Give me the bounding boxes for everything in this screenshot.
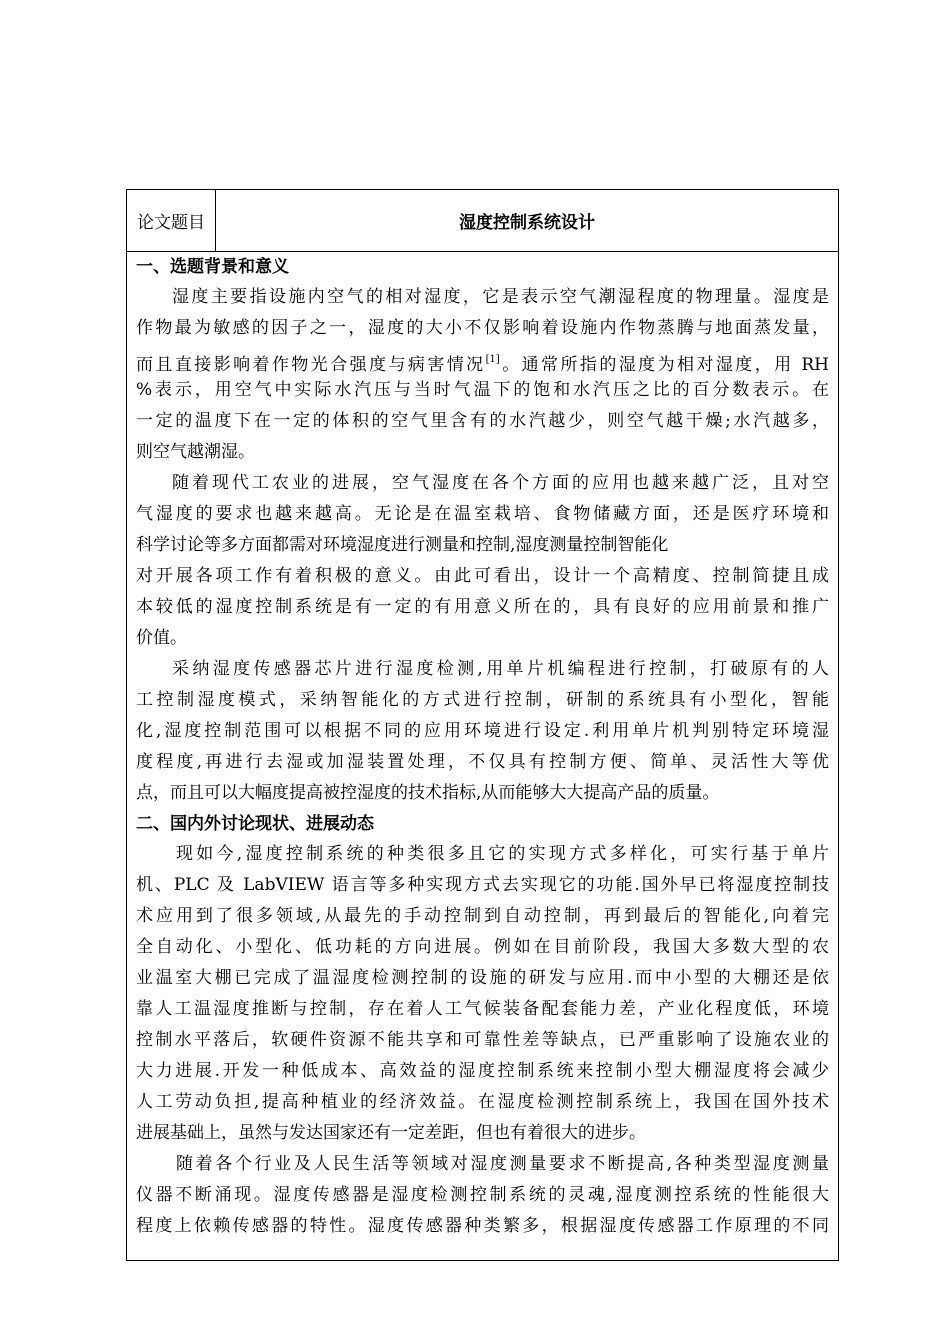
section-heading-background: 一、选题背景和意义 (136, 257, 289, 277)
paragraph (136, 1149, 829, 1242)
text-line: 人工劳动负担,提高种植业的经济效益。在湿度检测控制系统上，我国在国外技术 (136, 1092, 829, 1112)
text-line: 一定的温度下在一定的体积的空气里含有的水汽越少，则空气越干燥;水汽越多， (136, 411, 829, 431)
text-line (136, 344, 829, 375)
text-line: 度程度,再进行去湿或加湿装置处理，不仅具有控制方便、简单、灵活性大等优 (136, 752, 829, 772)
text-line: 本较低的湿度控制系统是有一定的有用意义所在的，具有良好的应用前景和推广 (136, 597, 829, 617)
text-fragment: 而且直接影响着作物光合强度与病害情况 (136, 355, 486, 375)
text-line: 大力进展.开发一种低成本、高效益的湿度控制系统来控制小型大棚湿度将会减少 (136, 1061, 829, 1081)
text-line: 进展基础上，虽然与发达国家还有一定差距，但也有着很大的进步。 (136, 1123, 646, 1143)
text-line: 程度上依赖传感器的特性。湿度传感器种类繁多，根据湿度传感器工作原理的不同 (136, 1216, 829, 1236)
paragraph (136, 468, 829, 654)
text-line: 化,湿度控制范围可以根据不同的应用环境进行设定.利用单片机判别特定环境湿 (136, 721, 829, 741)
text-line: 价值。 (136, 628, 187, 648)
text-line: 控制水平落后，软硬件资源不能共享和可靠性差等缺点，已严重影响了设施农业的 (136, 1030, 829, 1050)
text-line: 工控制湿度模式，采纳智能化的方式进行控制，研制的系统具有小型化，智能 (136, 690, 829, 710)
thesis-title: 湿度控制系统设计 (459, 213, 595, 233)
text-line: 采纳湿度传感器芯片进行湿度检测,用单片机编程进行控制，打破原有的人 (172, 659, 829, 679)
text-fragment: 。通常所指的湿度为相对湿度，用 RH (499, 355, 829, 375)
title-row (127, 190, 838, 252)
text-line: 业温室大棚已完成了温湿度检测控制的设施的研发与应用.而中小型的大棚还是依 (136, 968, 829, 988)
title-label: 论文题目 (127, 190, 216, 251)
text-line: 现如今,湿度控制系统的种类很多且它的实现方式多样化，可实行基于单片 (176, 844, 829, 864)
text-line: 随着现代工农业的进展，空气湿度在各个方面的应用也越来越广泛，且对空 (172, 473, 829, 493)
text-line: 全自动化、小型化、低功耗的方向进展。例如在目前阶段，我国大多数大型的农 (136, 937, 829, 957)
citation-marker: [1] (485, 354, 500, 365)
text-line: 点，而且可以大幅度提高被控湿度的技术指标,从而能够大大提高产品的质量。 (136, 783, 720, 803)
text-line: 气湿度的要求也越来越高。无论是在温室栽培、食物储藏方面，还是医疗环境和 (136, 504, 829, 524)
section-heading-research-status: 二、国内外讨论现状、进展动态 (136, 814, 374, 834)
text-line: 随着各个行业及人民生活等领域对湿度测量要求不断提高,各种类型湿度测量 (176, 1154, 829, 1174)
paragraph (136, 839, 829, 1149)
text-line: 作物最为敏感的因子之一，湿度的大小不仅影响着设施内作物蒸腾与地面蒸发量， (136, 318, 829, 338)
proposal-body (127, 252, 838, 1242)
text-line: 湿度主要指设施内空气的相对湿度，它是表示空气潮湿程度的物理量。湿度是 (172, 287, 829, 307)
text-line: %表示，用空气中实际水汽压与当时气温下的饱和水汽压之比的百分数表示。在 (136, 380, 829, 400)
text-line: 靠人工温湿度推断与控制，存在着人工气候装备配套能力差，产业化程度低，环境 (136, 999, 829, 1019)
paragraph (136, 282, 829, 468)
text-line: 则空气越潮湿。 (136, 442, 255, 462)
text-line: 仪器不断涌现。湿度传感器是湿度检测控制系统的灵魂,湿度测控系统的性能很大 (136, 1185, 829, 1205)
text-line: 机、PLC 及 LabVIEW 语言等多种实现方式去实现它的功能.国外早已将湿度控制技 (136, 875, 829, 895)
thesis-proposal-form (126, 189, 839, 1261)
text-line: 对开展各项工作有着积极的意义。由此可看出，设计一个高精度、控制简捷且成 (136, 566, 829, 586)
text-line: 术应用到了很多领域,从最先的手动控制到自动控制，再到最后的智能化,向着完 (136, 906, 829, 926)
paragraph (136, 654, 829, 809)
text-line: 科学讨论等多方面都需对环境湿度进行测量和控制,湿度测量控制智能化 (136, 535, 669, 555)
